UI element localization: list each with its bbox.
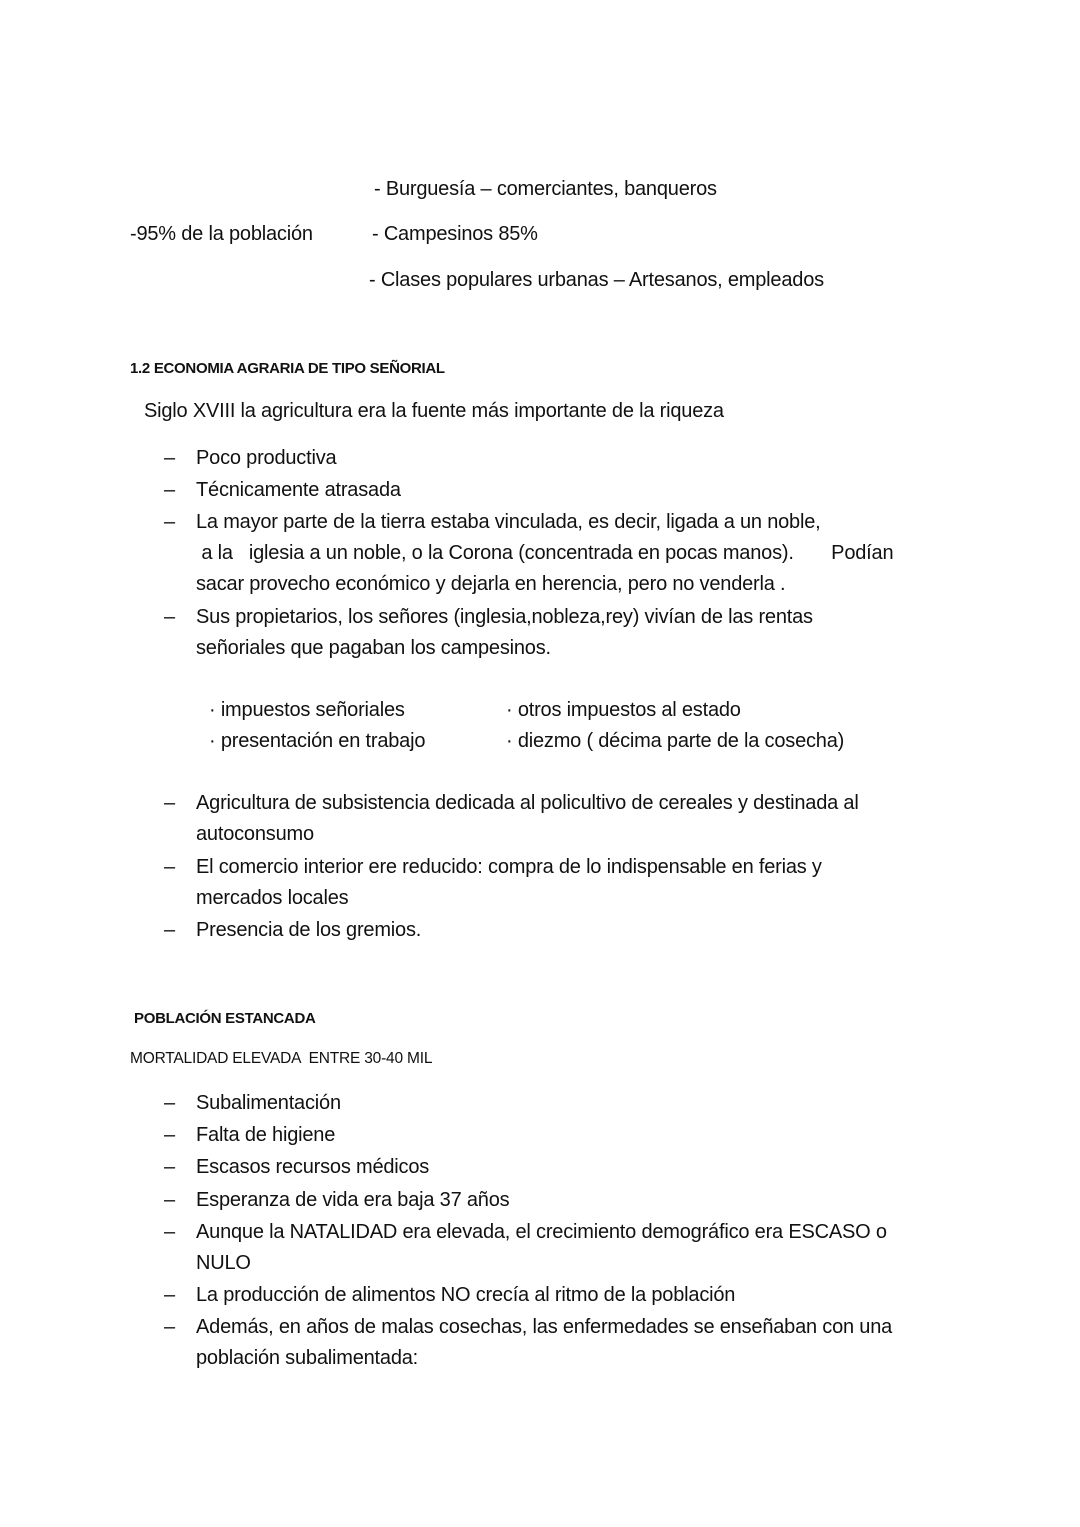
dash-bullet-icon: – [164,1092,176,1114]
section-heading: POBLACIÓN ESTANCADA [134,1010,316,1027]
list-item-text: Presencia de los gremios. [196,919,422,941]
population-share-label: -95% de la población [130,223,313,245]
dash-bullet-icon: – [164,1284,176,1306]
list-item-text: a la iglesia a un noble, o la Corona (concentrada en pocas manos). Podían [196,542,894,564]
social-group-item: - Burguesía – comerciantes, banqueros [374,178,717,200]
list-item-text: La producción de alimentos NO crecía al ritmo de la población [196,1284,736,1306]
dash-bullet-icon: – [164,792,176,814]
dash-bullet-icon: – [164,511,176,533]
list-item-text: Agricultura de subsistencia dedicada al policultivo de cereales y destinada al [196,792,859,814]
social-group-item: - Campesinos 85% [372,223,538,245]
list-item-text: Esperanza de vida era baja 37 años [196,1189,510,1211]
dash-bullet-icon: – [164,1124,176,1146]
section-intro: Siglo XVIII la agricultura era la fuente más importante de la riqueza [144,400,724,422]
list-item-text: Técnicamente atrasada [196,479,401,501]
list-item-text: Falta de higiene [196,1124,336,1146]
list-item-text: Además, en años de malas cosechas, las enfermedades se enseñaban con una [196,1316,893,1338]
tax-item: · diezmo ( décima parte de la cosecha) [506,730,845,752]
list-item-text: Sus propietarios, los señores (inglesia,nobleza,rey) vivían de las rentas [196,606,813,628]
list-item-text: NULO [196,1252,251,1274]
dash-bullet-icon: – [164,1189,176,1211]
section-heading: 1.2 ECONOMIA AGRARIA DE TIPO SEÑORIAL [130,360,445,377]
tax-item: · impuestos señoriales [209,699,405,721]
list-item-text: Subalimentación [196,1092,341,1114]
dash-bullet-icon: – [164,479,176,501]
dash-bullet-icon: – [164,447,176,469]
dash-bullet-icon: – [164,1156,176,1178]
list-item-text: La mayor parte de la tierra estaba vinculada, es decir, ligada a un noble, [196,511,821,533]
list-item-text: Escasos recursos médicos [196,1156,430,1178]
list-item-text: sacar provecho económico y dejarla en herencia, pero no venderla . [196,573,786,595]
dash-bullet-icon: – [164,856,176,878]
social-group-item: - Clases populares urbanas – Artesanos, empleados [369,269,824,291]
list-item-text: autoconsumo [196,823,314,845]
dash-bullet-icon: – [164,1221,176,1243]
list-item-text: población subalimentada: [196,1347,419,1369]
tax-item: · presentación en trabajo [209,730,426,752]
tax-item: · otros impuestos al estado [506,699,741,721]
dash-bullet-icon: – [164,606,176,628]
list-item-text: El comercio interior ere reducido: compra de lo indispensable en ferias y [196,856,822,878]
dash-bullet-icon: – [164,919,176,941]
list-item-text: Poco productiva [196,447,337,469]
dash-bullet-icon: – [164,1316,176,1338]
section-subheading: MORTALIDAD ELEVADA ENTRE 30-40 MIL [130,1050,433,1067]
list-item-text: mercados locales [196,887,349,909]
list-item-text: Aunque la NATALIDAD era elevada, el crecimiento demográfico era ESCASO o [196,1221,887,1243]
list-item-text: señoriales que pagaban los campesinos. [196,637,551,659]
